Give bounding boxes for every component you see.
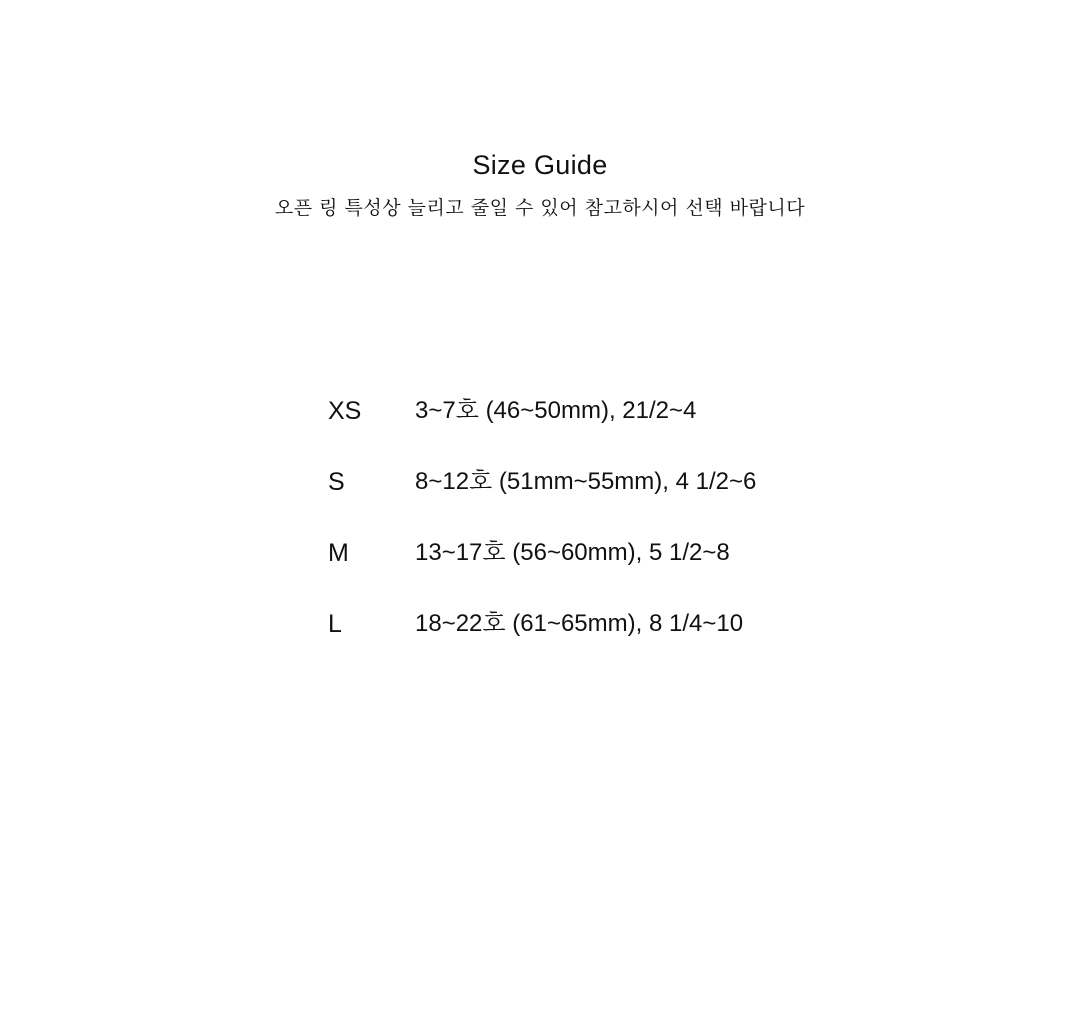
page-subtitle: 오픈 링 특성상 늘리고 줄일 수 있어 참고하시어 선택 바랍니다 [274, 197, 806, 219]
size-row-xs [328, 394, 928, 465]
size-value: 8~12호 (51mm~55mm), 4 1/2~6 [415, 468, 757, 495]
size-label: XS [328, 397, 362, 425]
size-value: 13~17호 (56~60mm), 5 1/2~8 [415, 539, 730, 566]
size-value: 3~7호 (46~50mm), 21/2~4 [415, 397, 697, 424]
size-label: S [328, 468, 345, 496]
size-label: L [328, 610, 342, 638]
size-row-s [328, 465, 928, 536]
size-label: M [328, 539, 349, 567]
size-table [328, 394, 928, 678]
page-title: Size Guide [472, 150, 608, 180]
size-row-l [328, 607, 928, 678]
size-value: 18~22호 (61~65mm), 8 1/4~10 [415, 610, 744, 637]
size-row-m [328, 536, 928, 607]
